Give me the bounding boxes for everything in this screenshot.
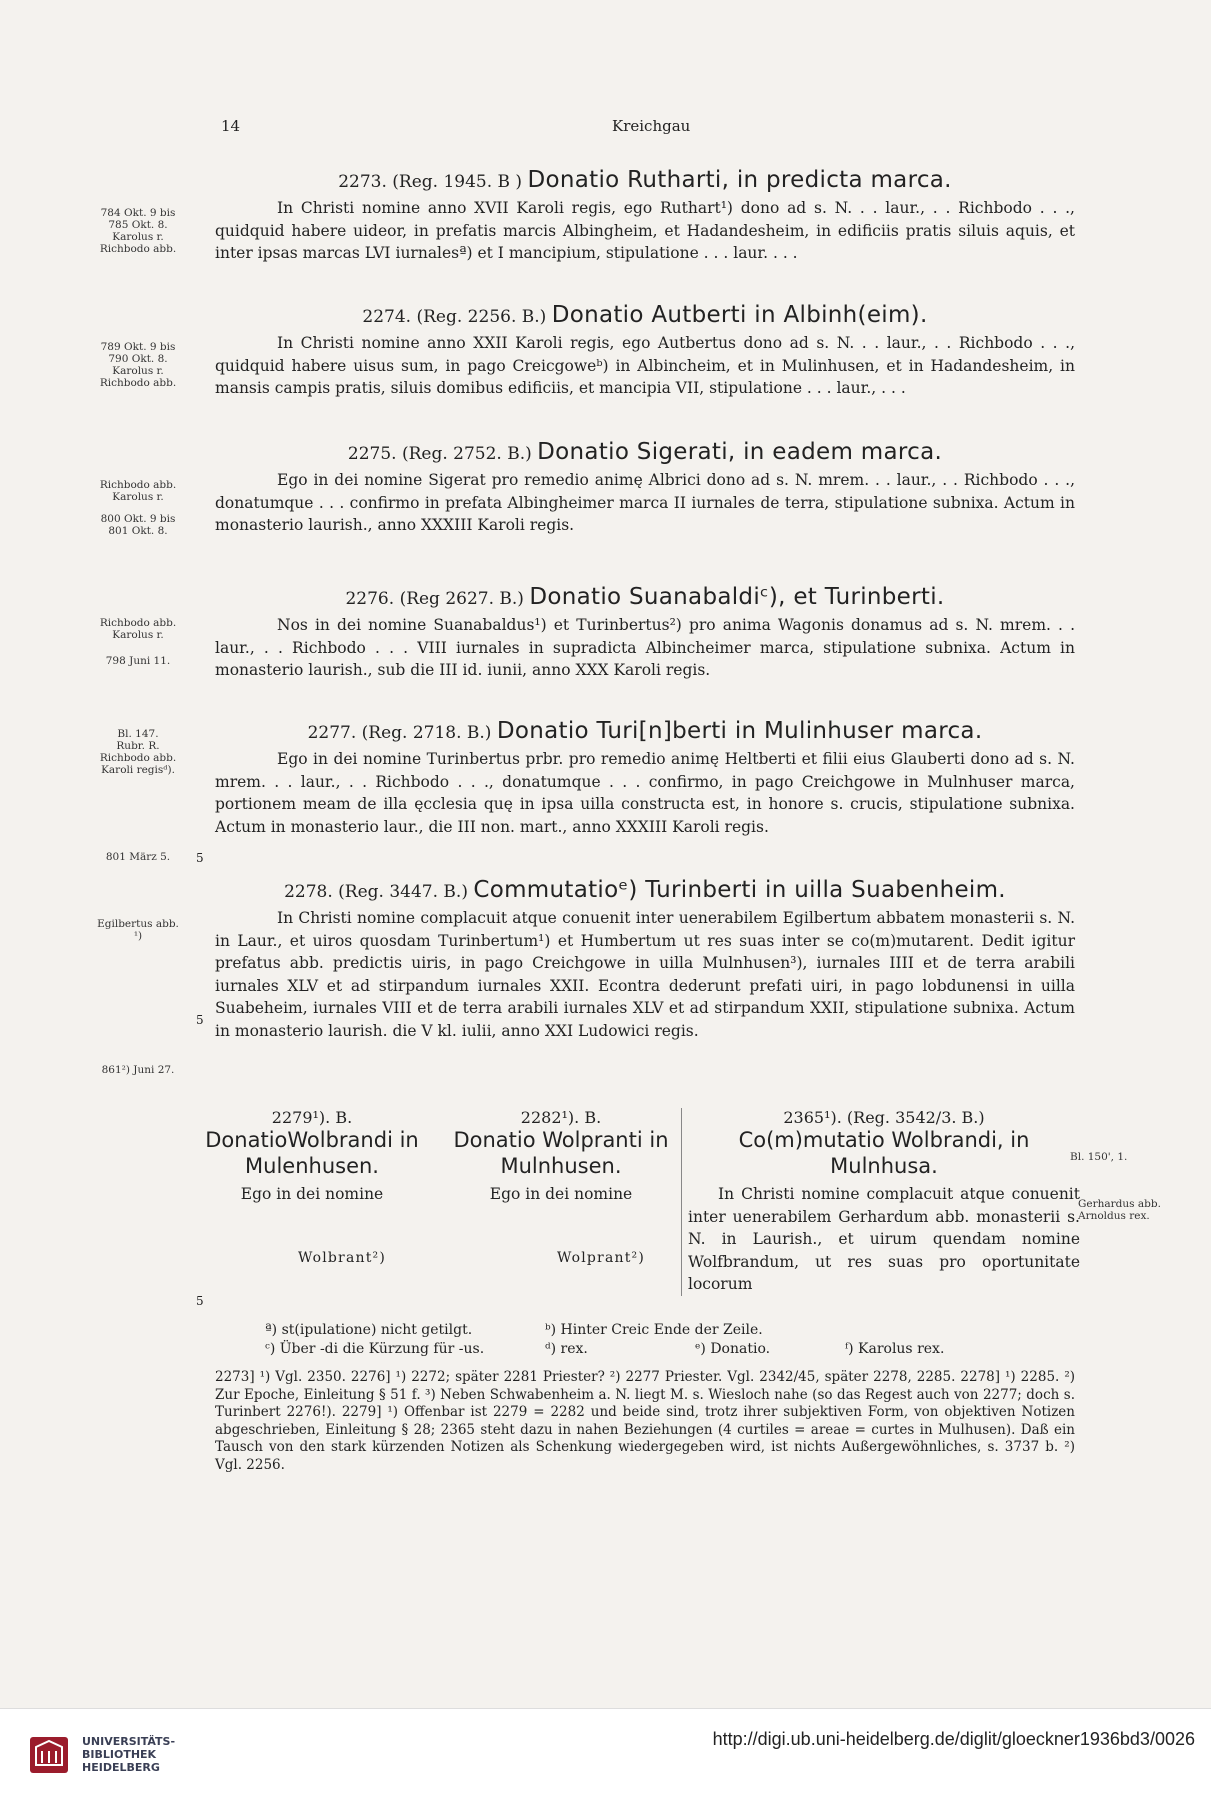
margin-note-2275: Richbodo abb. Karolus r. 800 Okt. 9 bis 801 Okt. 8. [99, 479, 177, 537]
entry-text: In Christi nomine complacuit atque conuenit inter uenerabilem Egilbertum abbatem monasterii s. N. in Laur., et uiros quosdam Turinbertum¹) et Humbertum ut res suas inter se co(m)mutarent. Dedit igitur prefatus abb. predictis uiris, in pago Creichgowe in uilla Mulnhusen³), iurnales IIII et de terra arabili iurnales XLV et ad stirpandum iurnales XXII. Econtra dederunt prefati uiri, in pago lobdunensi in uilla Suabeheim, iurnales VIII et de terra arabili iurnales XLV et ad stirpandum XXII, stipulatione subnixa. Actum in monasterio laurish. die V kl. iulii, anno XXI Ludowici regis. [215, 909, 1075, 1040]
university-seal-icon[interactable] [28, 1735, 70, 1775]
entry-heading: 2273. (Reg. 1945. B ) Donatio Rutharti, in predicta marca. [338, 167, 952, 193]
entry-text: Nos in dei nomine Suanabaldus¹) et Turinbertus²) pro anima Wagonis donamus ad s. N. mrem. . . laur., . . Richbodo . . . VIII iurnales in supradicta Albincheimer marca, stipulatione subnixa. Actum in monasterio laurish., sub die III id. iunii, anno XXX Karoli regis. [215, 616, 1075, 680]
margin-note-2276: Richbodo abb. Karolus r. 798 Juni 11. [99, 617, 177, 667]
entry-2273 [215, 165, 1075, 265]
entry-2274 [215, 300, 1075, 400]
apparatus-row-2: ᶜ) Über -di die Kürzung für -us. ᵈ) rex. ᵉ) Donatio. ᶠ) Karolus rex. [265, 1341, 945, 1357]
date-note-2278: 861²) Juni 27. [101, 1064, 175, 1076]
margin-note-2273: 784 Okt. 9 bis 785 Okt. 8. Karolus r. Richbodo abb. [99, 207, 177, 255]
entry-text: Ego in dei nomine Turinbertus prbr. pro remedio animę Heltberti et filii eius Glauberti dono ad s. N. mrem. . . laur., . . Richbodo . . ., donatumque . . . confirmo, in pago Creichgowe in Mulnhuser marca, portionem meam de illa ęcclesia quę in ipsa uilla constructa est, in honore s. crucis, stipulatione subnixa. Actum in monasterio laur., die III non. mart., anno XXXIII Karoli regis. [215, 750, 1075, 836]
entry-heading: 2276. (Reg 2627. B.) Donatio Suanabaldiᶜ), et Turinberti. [345, 584, 945, 610]
footer-bar [0, 1708, 1211, 1798]
column-2279: 2279¹). B. DonatioWolbrandi in Mulenhusen. Ego in dei nomine Wolbrant²) [205, 1108, 419, 1266]
column-2365: 2365¹). (Reg. 3542/3. B.) Co(m)mutatio Wolbrandi, in Mulnhusa. In Christi nomine complacuit atque conuenit inter uenerabilem Gerhardum abb. monasterii s. N. in Laurish., et uirum quendam nomine Wolfbrandum, ut res suas pro oportunitate locorum [681, 1108, 1080, 1296]
column-2282: 2282¹). B. Donatio Wolpranti in Mulnhusen. Ego in dei nomine Wolprant²) [453, 1108, 669, 1266]
library-name[interactable]: UNIVERSITÄTS- BIBLIOTHEK HEIDELBERG [82, 1735, 176, 1774]
margin-note-2278: Egilbertus abb. ¹) [97, 918, 179, 942]
entry-2275 [215, 437, 1075, 537]
entry-text: Ego in dei nomine Sigerat pro remedio animę Albrici dono ad s. N. mrem. . . laur., . . Richbodo . . ., donatumque . . . confirmo in prefata Albingheimer marca II iurnales de terra, stipulatione subnixa. Actum in monasterio laurish., anno XXXIII Karoli regis. [215, 471, 1075, 535]
entry-heading: 2275. (Reg. 2752. B.) Donatio Sigerati, in eadem marca. [347, 439, 943, 465]
entry-heading: 2278. (Reg. 3447. B.) Commutatioᵉ) Turinberti in uilla Suabenheim. [284, 877, 1006, 903]
entry-2277 [215, 716, 1075, 838]
notes [215, 1321, 1075, 1474]
apparatus-row-1: ª) st(ipulatione) nicht getilgt. ᵇ) Hinter Creic Ende der Zeile. [265, 1322, 763, 1338]
entry-heading: 2274. (Reg. 2256. B.) Donatio Autberti in Albinh(eim). [362, 302, 928, 328]
right-margin-ref: Bl. 150', 1. [1070, 1151, 1128, 1163]
entry-2278 [215, 875, 1075, 1043]
right-margin-names: Gerhardus abb. Arnoldus rex. [1078, 1198, 1161, 1222]
running-title: Kreichgau [612, 117, 691, 135]
footnotes: 2273] ¹) Vgl. 2350. 2276] ¹) 2272; später 2281 Priester? ²) 2277 Priester. Vgl. 2342/45, später 2278, 2285. 2278] ¹) 2285. ²) Zur Epoche, Einleitung § 51 f. ³) Neben Schwabenheim a. N. liegt M. s. Wiesloch nahe (so das Regest auch von 2277; doch s. Turinbert 2276!). 2279] ¹) Offenbar ist 2279 = 2282 und beide sind, trotz ihrer subjektiven Form, von objektiven Notizen abgeschrieben, Einleitung § 28; 2365 steht dazu in nahen Beziehungen (4 curtiles = areae = curtes in Mulhusen). Daß ein Tausch von den stark kürzenden Notizen als Schenkung wiedergegeben wird, ist nichts Außergewöhnliches, s. 3737 b. ²) Vgl. 2256. [215, 1369, 1075, 1473]
line-number: 5 [196, 851, 204, 865]
margin-note-2277: Bl. 147. Rubr. R. Richbodo abb. Karoli regisᵈ). [99, 728, 177, 776]
page-number: 14 [221, 117, 241, 135]
entry-text: In Christi nomine anno XXII Karoli regis, ego Autbertus dono ad s. N. . . laur., . . Richbodo . . ., quidquid habere uisus sum, in pago Creicgoweᵇ) in Albincheim, et in Mulinhusen, et in Hadandesheim, in mansis campis pratis, siluis domibus edificiis, et mancipia VII, stipulatione . . . laur., . . . [215, 334, 1075, 398]
margin-note-2274: 789 Okt. 9 bis 790 Okt. 8. Karolus r. Richbodo abb. [99, 341, 177, 389]
entry-text: In Christi nomine anno XVII Karoli regis, ego Ruthart¹) dono ad s. N. . . laur., . . Richbodo . . ., quidquid habere uideor, in prefatis marcis Albingheim, et Hadandesheim, in edificiis pratis siluis aquis, et inter ipsas marcas LVI iurnalesª) et I mancipium, stipulatione . . . laur. . . . [215, 199, 1075, 263]
entry-heading: 2277. (Reg. 2718. B.) Donatio Turi[n]berti in Mulinhuser marca. [307, 718, 983, 744]
entry-2276 [215, 582, 1075, 682]
date-note-2277: 801 März 5. [105, 851, 171, 863]
document-url[interactable]: http://digi.ub.uni-heidelberg.de/diglit/gloeckner1936bd3/0026 [712, 1729, 1195, 1749]
line-number: 5 [196, 1294, 204, 1308]
line-number: 5 [196, 1013, 204, 1027]
